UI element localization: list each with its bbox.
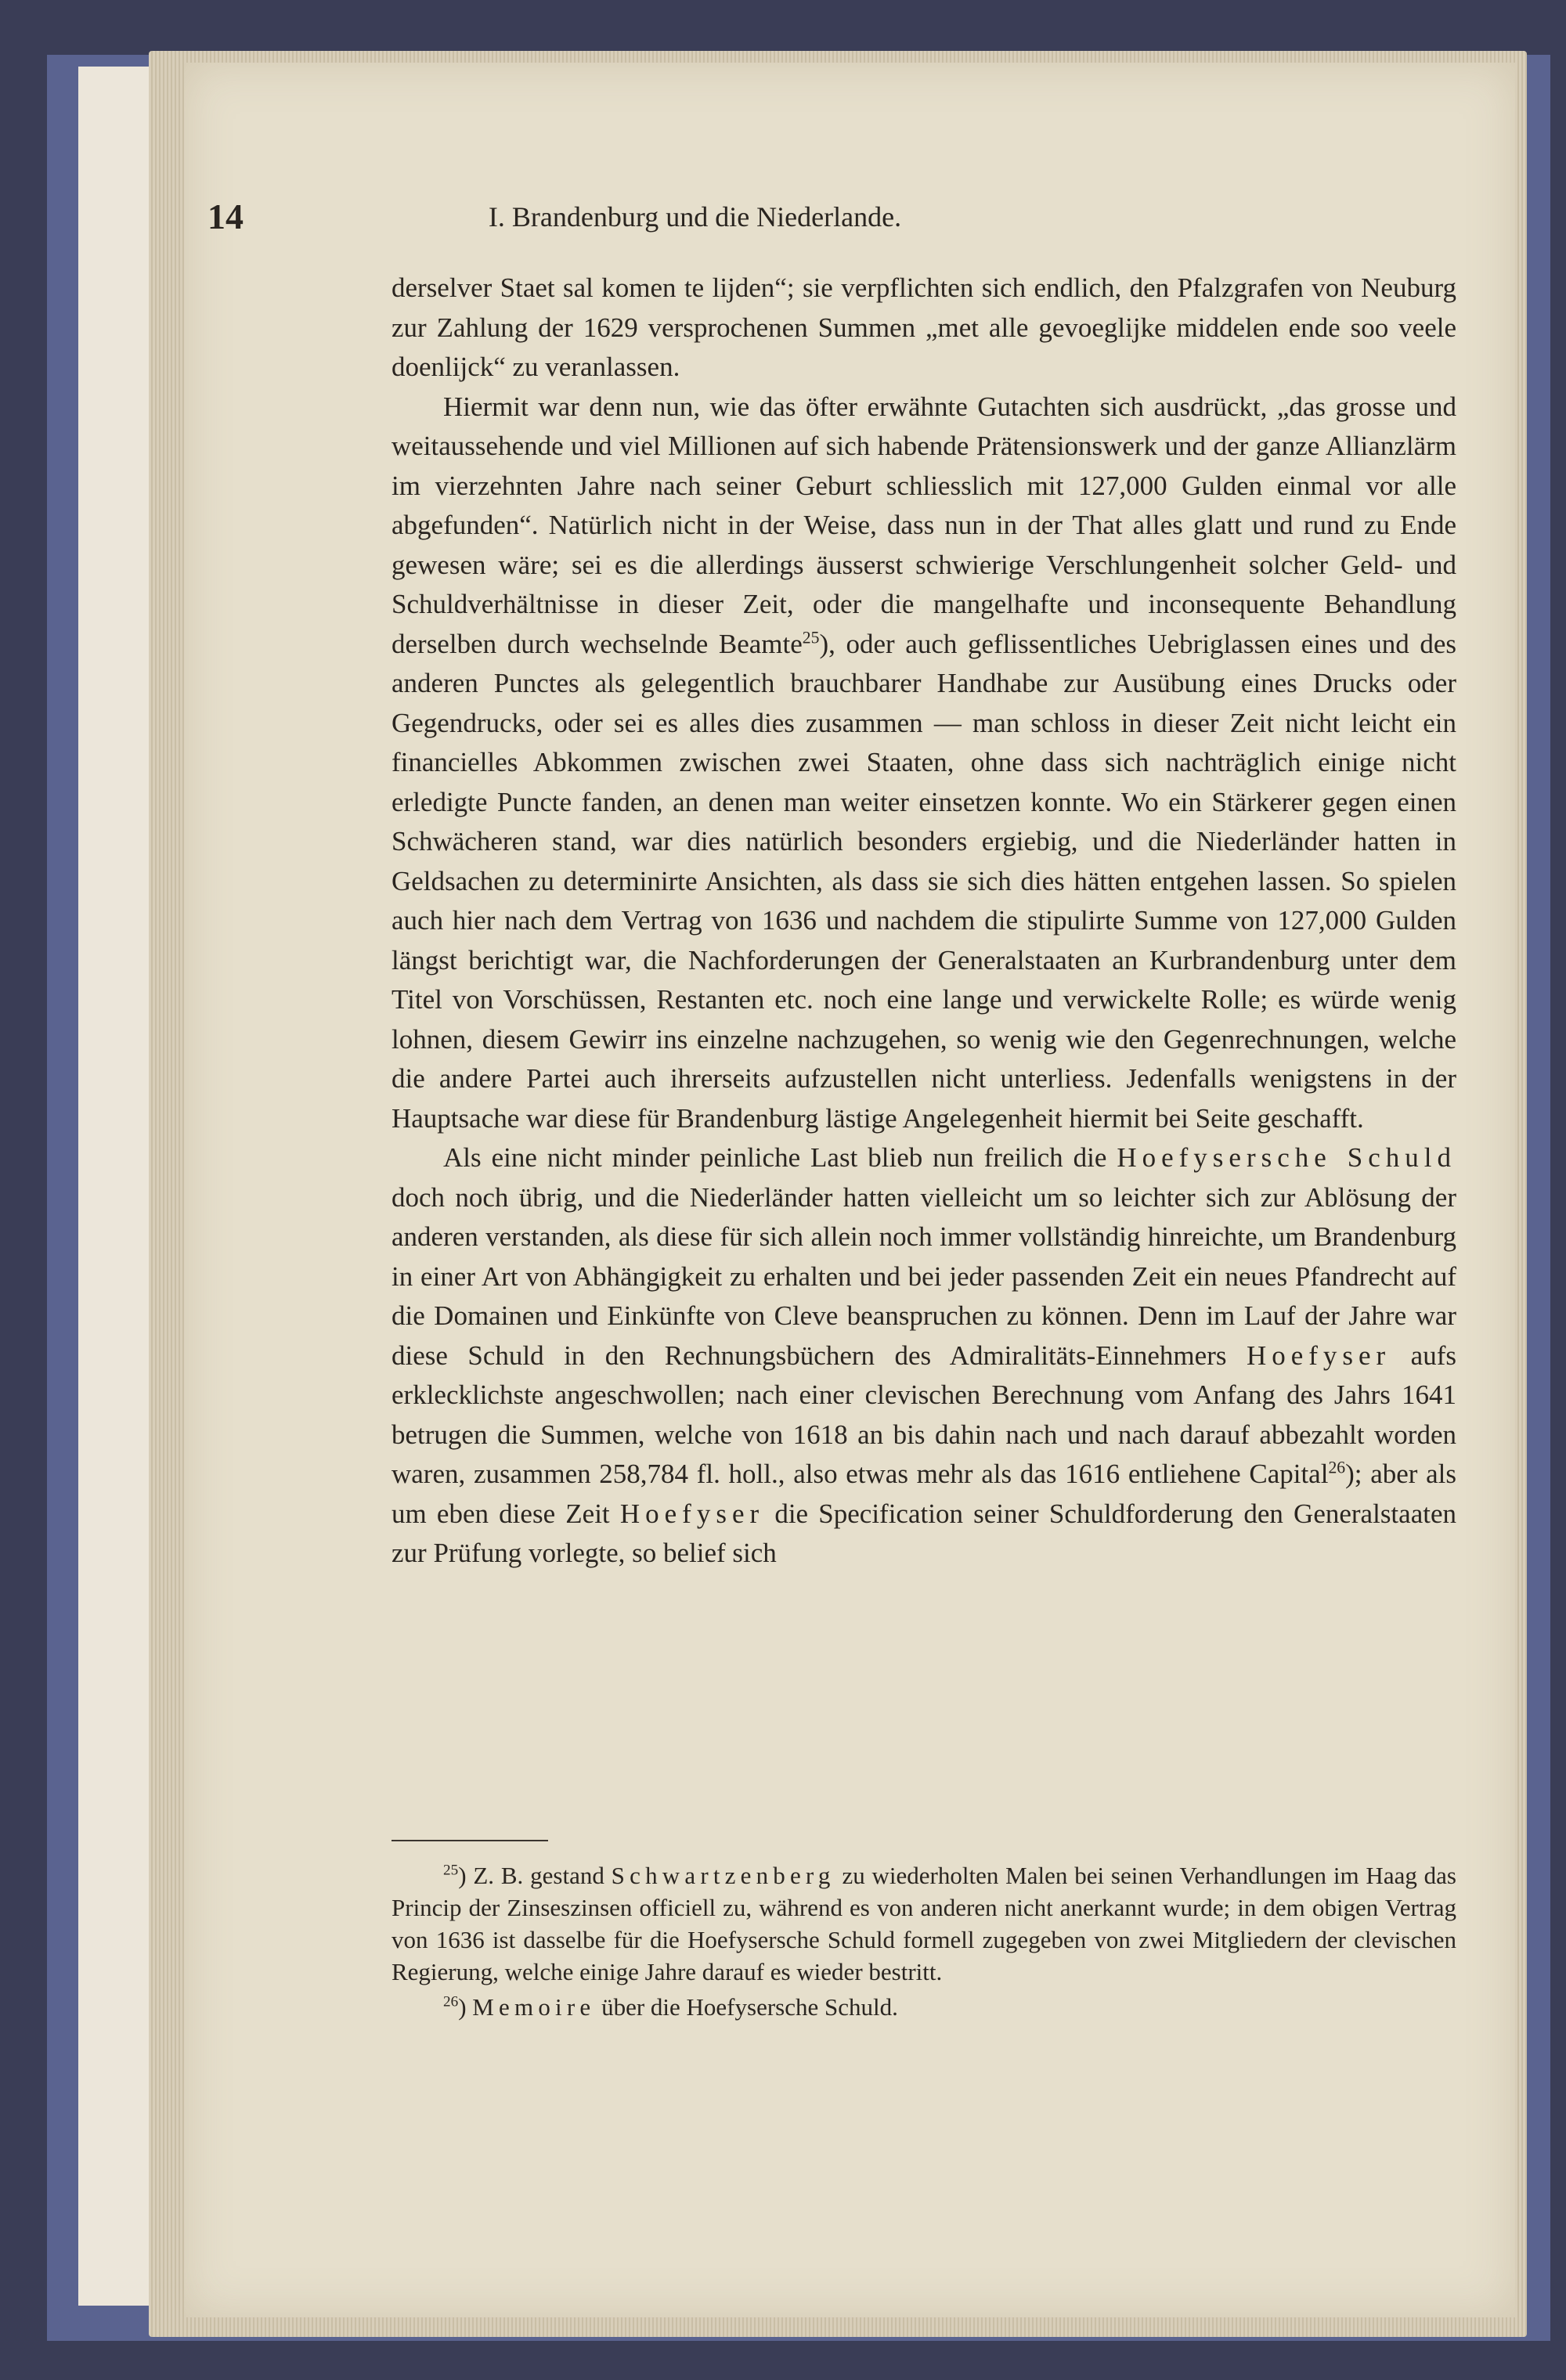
spaced-name: Hoefyser — [1246, 1340, 1391, 1371]
spaced-name: Hoefysersche Schuld — [1117, 1142, 1456, 1173]
spaced-name: Memoire — [472, 1993, 596, 2021]
spaced-name: Schwartzenberg — [611, 1862, 835, 1889]
spaced-name: Hoefyser — [619, 1498, 765, 1529]
footnote-ref-26: 26 — [1328, 1458, 1346, 1477]
main-text — [392, 269, 1456, 1574]
footnote-26: $^{26}$) Memoire über die Hoefysersche Schuld. — [443, 1993, 898, 2021]
paragraph-3: Als eine nicht minder peinliche Last blieb nun freilich die Hoefysersche Schuld doch noch übrig, und die Niederländer hatten vielleicht um so leichter sich zur Ablösung der anderen verstanden, als diese für sich allein noch immer vollständig hinreichte, um Brandenburg in einer Art von Abhängigkeit zu erhalten und bei jeder passenden Zeit ein neues Pfandrecht auf die Domainen und Einkünfte von Cleve beanspruchen zu können. Denn im Lauf der Jahre war diese Schuld in den Rechnungsbüchern des Admiralitäts-Einnehmers Hoefyser aufs erklecklichste angeschwollen; nach einer clevischen Berechnung vom Anfang des Jahrs 1641 betrugen die Summen, welche von 1618 an bis dahin nach und nach darauf abbezahlt worden waren, zusammen 258,784 fl. holl., also etwas mehr als das 1616 entliehene Capital$^{26}$); aber als um eben diese Zeit Hoefyser die Specification seiner Schuldforderung den Generalstaaten zur Prüfung vorlegte, so belief sich — [392, 1142, 1457, 1568]
running-title: I. Brandenburg und die Niederlande. — [488, 201, 902, 233]
paragraph-2: Hiermit war denn nun, wie das öfter erwähnte Gutachten sich ausdrückt, „das grosse und weitaussehende und viel Millionen auf sich habende Prätensionswerk und der ganze Allianzlärm im vierzehnten Jahre nach seiner Geburt schliesslich mit 127,000 Gulden einmal vor alle abgefunden“. Natürlich nicht in der Weise, dass nun in der That alles glatt und rund zu Ende gewesen wäre; sei es die allerdings äusserst schwierige Verschlungenheit solcher Geld- und Schuldverhältnisse in dieser Zeit, oder die mangelhafte und inconsequente Behandlung derselben durch wechselnde Beamte$^{25}$), oder auch geflissentliches Uebriglassen eines und des anderen Punctes als gelegentlich brauchbarer Handhabe zur Ausübung eines Drucks oder Gegendrucks, oder sei es alles dies zusammen — man schloss in dieser Zeit nicht leicht ein financielles Abkommen zwischen zwei Staaten, ohne dass sich nachträglich einige nicht erledigte Puncte fanden, an denen man weiter einsetzen konnte. Wo ein Stärkerer gegen einen Schwächeren stand, war dies natürlich besonders ergiebig, und die Niederländer hatten in Geldsachen zu determinirte Ansichten, als dass sie sich dies hätten entgehen lassen. So spielen auch hier nach dem Vertrag von 1636 und nachdem die stipulirte Summe von 127,000 Gulden längst berichtigt war, die Nachforderungen der Generalstaaten an Kurbrandenburg unter dem Titel von Vorschüssen, Restanten etc. noch eine lange und verwickelte Rolle; es würde wenig lohnen, diesem Gewirr ins einzelne nachzugehen, so wenig wie den Gegenrechnungen, welche die andere Partei auch ihrerseits aufzustellen nicht unterliess. Jedenfalls wenigstens in der Hauptsache war diese für Brandenburg lästige Angelegenheit hiermit bei Seite geschafft. — [392, 391, 1456, 1134]
footnote-ref-25: 25 — [802, 627, 820, 647]
page-header — [207, 193, 1182, 240]
paragraph-1: derselver Staet sal komen te lijden“; sie verpflichten sich endlich, den Pfalzgrafen von Neuburg zur Zahlung der 1629 versprochenen Summen „met alle gevoeglijke middelen ende soo veele doenlijck“ zu veranlassen. — [392, 272, 1456, 382]
footnote-divider — [392, 1840, 548, 1841]
footnotes — [392, 1859, 1456, 2026]
page-number: 14 — [207, 197, 244, 236]
footnote-25: $^{25}$) Z. B. gestand Schwartzenberg zu wiederholten Malen bei seinen Verhandlungen im Haag das Princip der Zinseszinsen officiell zu, während es von anderen nicht anerkannt wurde; in dem obigen Vertrag von 1636 ist dasselbe für die Hoefysersche Schuld formell zugegeben von zwei Mitgliedern der clevischen Regierung, welche einige Jahre darauf es wieder bestritt. — [392, 1862, 1456, 1985]
